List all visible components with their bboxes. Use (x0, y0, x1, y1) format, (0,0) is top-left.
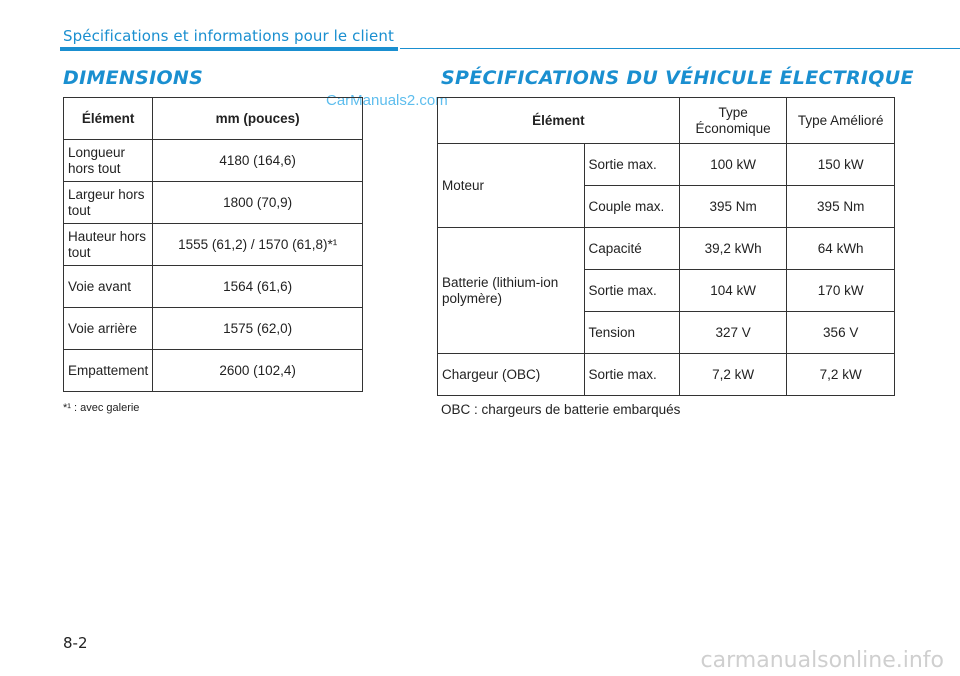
page-number: 8-2 (63, 634, 88, 652)
site-watermark: carmanualsonline.info (700, 648, 944, 673)
header-rule-thin (400, 48, 960, 49)
table-header-row (438, 98, 895, 144)
group-label-motor: Moteur (438, 144, 585, 228)
value-economique: 100 kW (679, 144, 787, 186)
row-label: Voie avant (64, 266, 153, 308)
table-row (64, 308, 363, 350)
sub-label: Sortie max. (584, 144, 679, 186)
dimensions-footnote: *¹ : avec galerie (63, 402, 140, 414)
sub-label: Sortie max. (584, 354, 679, 396)
row-label: Empattement (64, 350, 153, 392)
sub-label: Couple max. (584, 186, 679, 228)
table-row (64, 140, 363, 182)
value-ameliore: 7,2 kW (787, 354, 895, 396)
row-label: Longueur hors tout (64, 140, 153, 182)
table-row (438, 144, 895, 186)
sub-label: Sortie max. (584, 270, 679, 312)
page-header-title: Spécifications et informations pour le client (63, 27, 394, 45)
table-row (438, 228, 895, 270)
row-value: 1555 (61,2) / 1570 (61,8)*¹ (153, 224, 363, 266)
ev-footnote: OBC : chargeurs de batterie embarqués (441, 402, 681, 417)
column-header: Élément (64, 98, 153, 140)
value-ameliore: 356 V (787, 312, 895, 354)
ev-spec-table (437, 97, 895, 396)
group-label-battery: Batterie (lithium-ion polymère) (438, 228, 585, 354)
ev-spec-title: SPÉCIFICATIONS DU VÉHICULE ÉLECTRIQUE (441, 67, 914, 89)
table-header-row (64, 98, 363, 140)
table-row (64, 266, 363, 308)
value-economique: 39,2 kWh (679, 228, 787, 270)
row-label: Voie arrière (64, 308, 153, 350)
header-rule-thick (60, 47, 398, 51)
value-economique: 7,2 kW (679, 354, 787, 396)
table-row (64, 182, 363, 224)
column-header: Type Économique (679, 98, 787, 144)
row-value: 1800 (70,9) (153, 182, 363, 224)
row-label: Largeur hors tout (64, 182, 153, 224)
value-economique: 104 kW (679, 270, 787, 312)
group-label-charger: Chargeur (OBC) (438, 354, 585, 396)
row-label: Hauteur hors tout (64, 224, 153, 266)
row-value: 1564 (61,6) (153, 266, 363, 308)
column-header: Élément (438, 98, 680, 144)
watermark-link[interactable]: CarManuals2.com (326, 92, 448, 109)
table-row (64, 224, 363, 266)
table-row (438, 354, 895, 396)
value-ameliore: 150 kW (787, 144, 895, 186)
value-ameliore: 170 kW (787, 270, 895, 312)
value-economique: 395 Nm (679, 186, 787, 228)
table-row (64, 350, 363, 392)
value-economique: 327 V (679, 312, 787, 354)
value-ameliore: 64 kWh (787, 228, 895, 270)
sub-label: Capacité (584, 228, 679, 270)
row-value: 2600 (102,4) (153, 350, 363, 392)
row-value: 1575 (62,0) (153, 308, 363, 350)
value-ameliore: 395 Nm (787, 186, 895, 228)
dimensions-table (63, 97, 363, 392)
sub-label: Tension (584, 312, 679, 354)
dimensions-title: DIMENSIONS (63, 67, 204, 89)
row-value: 4180 (164,6) (153, 140, 363, 182)
column-header: Type Amélioré (787, 98, 895, 144)
column-header: mm (pouces) (153, 98, 363, 140)
